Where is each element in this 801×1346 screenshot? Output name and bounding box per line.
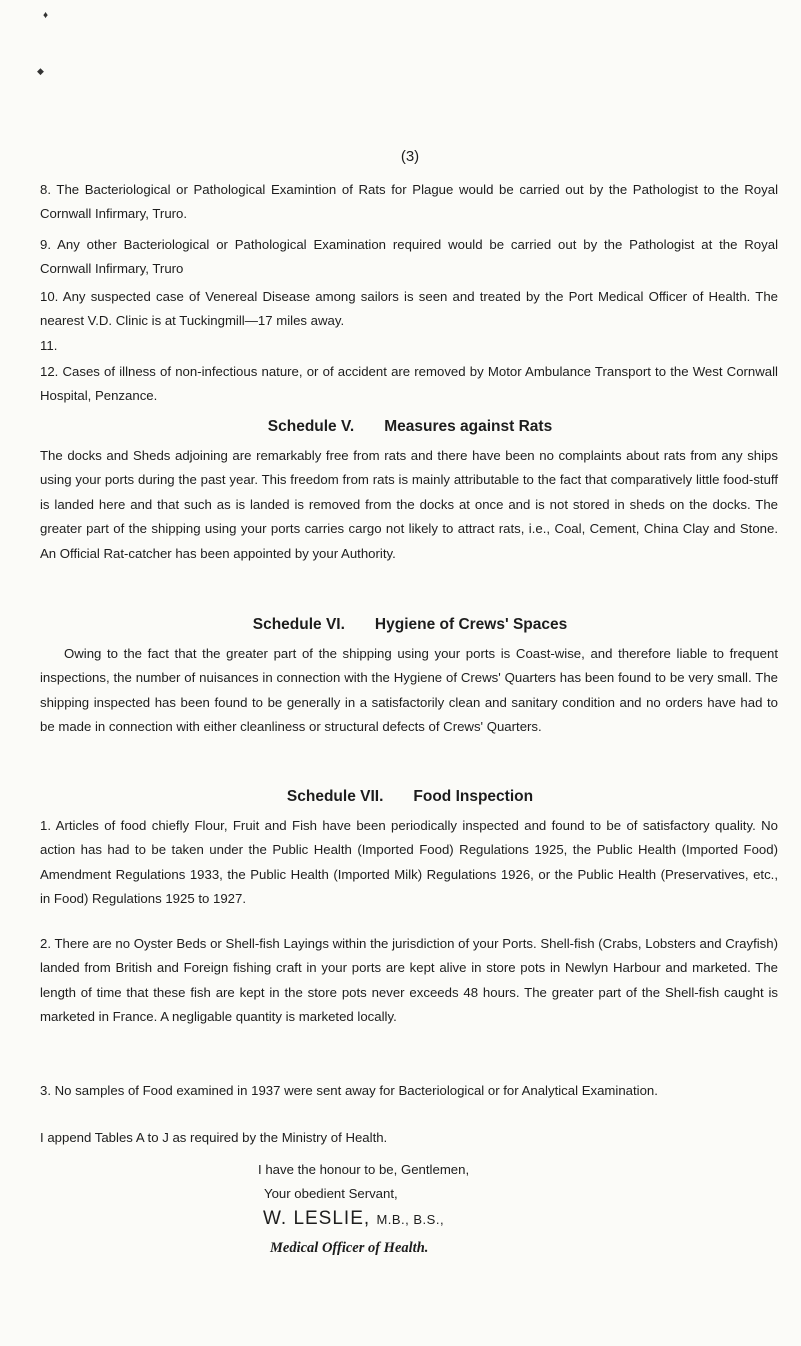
paragraph-12: 12. Cases of illness of non-infectious nature, or of accident are removed by Motor Ambulance Transport to the West Cornwall Hospital, Penzance.: [40, 364, 778, 404]
food-inspection-item-2: 2. There are no Oyster Beds or Shell-fish Layings within the jurisdiction of your Ports. Shell-fish (Crabs, Lobsters and Crayfish) landed from British and Foreign fishing craft in your ports are kept alive in store pots in Newlyn Harbour and marketed. The length of time that these fish are kept in the store pots never exceeds 48 hours. The greater part of the Shell-fish caught is marketed in France. A negligable quantity is marketed locally.: [40, 936, 778, 1025]
margin-mark-icon: ♦: [43, 10, 49, 21]
append-note: I append Tables A to J as required by the Ministry of Health.: [40, 1130, 388, 1145]
signature-name: [263, 1208, 444, 1230]
schedule-6-heading: [40, 616, 780, 634]
signatory-title: Medical Officer of Health.: [270, 1240, 429, 1256]
schedule-5-body: The docks and Sheds adjoining are remarkably free from rats and there have been no complaints about rats from any ships using your ports during the past year. This freedom from rats is mainly attributable to the fact that comparatively little food-stuff is landed here and that such as is landed is removed from the docks at once and is not stored in sheds on the docks. The greater part of the shipping using your ports carries cargo not likely to attract rats, i.e., Coal, Cement, China Clay and Stone. An Official Rat-catcher has been appointed by your Authority.: [40, 448, 778, 561]
food-inspection-item-3: 3. No samples of Food examined in 1937 were sent away for Bacteriological or for Analytical Examination.: [40, 1083, 658, 1098]
schedule-7-heading: [40, 788, 780, 806]
signatory-name: W. LESLIE,: [263, 1208, 371, 1229]
paragraph-10: 10. Any suspected case of Venereal Disease among sailors is seen and treated by the Port Medical Officer of Health. The nearest V.D. Clinic is at Tuckingmill—17 miles away.: [40, 289, 778, 329]
paragraph-8: 8. The Bacteriological or Pathological Examintion of Rats for Plague would be carried out by the Pathologist to the Royal Cornwall Infirmary, Truro.: [40, 182, 778, 222]
schedule-7-title: Food Inspection: [413, 788, 534, 805]
margin-mark-icon: ◆: [37, 66, 44, 76]
paragraph-11: 11.: [40, 338, 58, 353]
schedule-6-title: Hygiene of Crews' Spaces: [374, 616, 568, 633]
signatory-degrees: M.B., B.S.,: [376, 1212, 445, 1227]
page-number: (3): [400, 148, 420, 165]
schedule-6-label: Schedule VI.: [252, 616, 345, 633]
closing-line-1: I have the honour to be, Gentlemen,: [258, 1162, 470, 1177]
paragraph-9: 9. Any other Bacteriological or Pathological Examination required would be carried out by the Pathologist at the Royal Cornwall Infirmary, Truro: [40, 237, 778, 277]
closing-line-2: Your obedient Servant,: [264, 1186, 398, 1201]
schedule-5-title: Measures against Rats: [384, 418, 553, 435]
schedule-5-label: Schedule V.: [267, 418, 355, 435]
schedule-6-body: Owing to the fact that the greater part of the shipping using your ports is Coast-wise, and therefore liable to frequent inspections, the number of nuisances in connection with the Hygiene of Crews' Quarters has been found to be very small. The shipping inspected has been found to be generally in a satisfactorily clean and sanitary condition and no orders have had to be made in connection with either cleanliness or structural defects of Crews' Quarters.: [40, 646, 778, 735]
food-inspection-item-1: 1. Articles of food chiefly Flour, Fruit and Fish have been periodically inspected and found to be of satisfactory quality. No action has had to be taken under the Public Health (Imported Food) Regulations 1925, the Public Health (Imported Food) Amendment Regulations 1933, the Public Health (Imported Milk) Regulations 1926, or the Public Health (Preservatives, etc., in Food) Regulations 1925 to 1927.: [40, 818, 778, 907]
schedule-7-label: Schedule VII.: [286, 788, 384, 805]
schedule-5-heading: [40, 418, 780, 436]
